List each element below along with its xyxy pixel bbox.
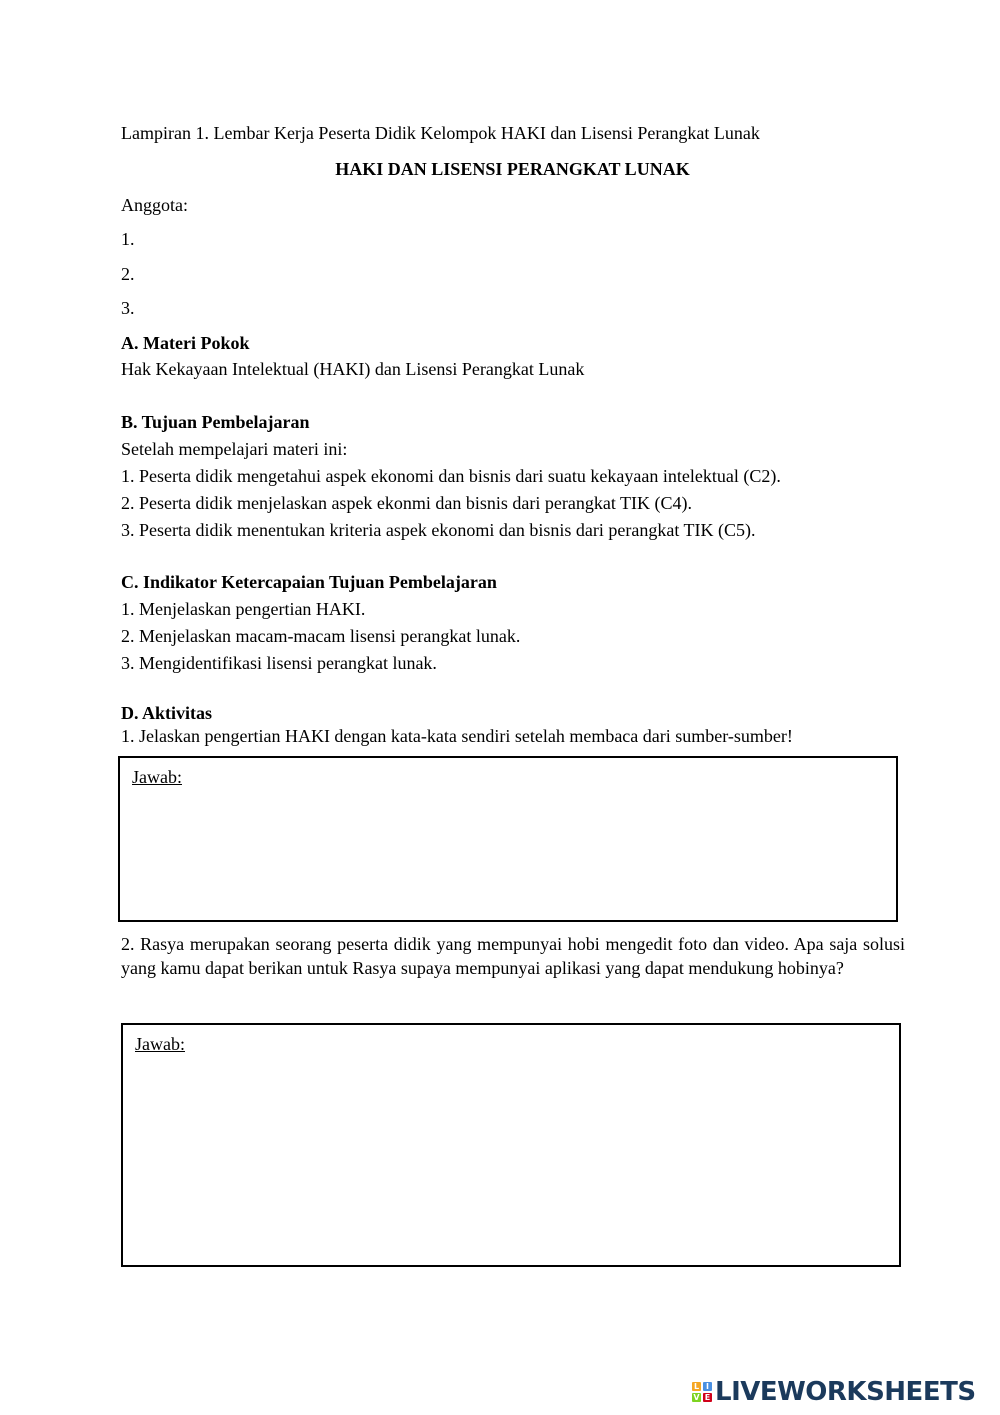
answer-input-2[interactable]	[135, 1061, 887, 1255]
answer-label: Jawab:	[135, 1034, 185, 1054]
section-d-heading: D. Aktivitas	[121, 703, 213, 723]
member-number: 3.	[121, 298, 135, 318]
indicator-item: 3. Mengidentifikasi lisensi perangkat lunak.	[121, 653, 437, 673]
answer-input-1[interactable]	[132, 794, 884, 910]
section-c-heading: C. Indikator Ketercapaian Tujuan Pembelajaran	[121, 572, 497, 592]
logo-mark-tile: E	[704, 1393, 711, 1402]
answer-box-2[interactable]	[121, 1023, 901, 1267]
objective-item: 2. Peserta didik menjelaskan aspek ekonmi dan bisnis dari perangkat TIK (C4).	[121, 493, 693, 513]
indicator-item: 1. Menjelaskan pengertian HAKI.	[121, 599, 366, 619]
logo-mark-icon	[692, 1382, 712, 1402]
objective-item: 1. Peserta didik mengetahui aspek ekonomi dan bisnis dari suatu kekayaan intelektual (C2).	[121, 466, 781, 486]
logo-text: LIVEWORKSHEETS	[715, 1377, 976, 1407]
liveworksheets-logo	[692, 1377, 976, 1407]
answer-label: Jawab:	[132, 767, 182, 787]
section-a-heading: A. Materi Pokok	[121, 333, 250, 353]
logo-mark-tile: V	[693, 1393, 700, 1402]
section-b-heading: B. Tujuan Pembelajaran	[121, 412, 310, 432]
members-label: Anggota:	[121, 195, 188, 215]
member-number: 2.	[121, 264, 135, 284]
logo-mark-tile: I	[703, 1382, 712, 1391]
member-number: 1.	[121, 229, 135, 249]
section-a-text: Hak Kekayaan Intelektual (HAKI) dan Lisensi Perangkat Lunak	[121, 359, 585, 379]
question-1: 1. Jelaskan pengertian HAKI dengan kata-kata sendiri setelah membaca dari sumber-sumber!	[121, 726, 793, 746]
question-2: 2. Rasya merupakan seorang peserta didik yang mempunyai hobi mengedit foto dan video. Apa saja solusi yang kamu dapat berikan untuk Rasya supaya mempunyai aplikasi yang dapat mendukung hobinya?	[121, 934, 905, 978]
indicator-item: 2. Menjelaskan macam-macam lisensi perangkat lunak.	[121, 626, 521, 646]
page-title: HAKI DAN LISENSI PERANGKAT LUNAK	[335, 159, 690, 179]
section-b-intro: Setelah mempelajari materi ini:	[121, 439, 348, 459]
attachment-caption: Lampiran 1. Lembar Kerja Peserta Didik Kelompok HAKI dan Lisensi Perangkat Lunak	[121, 123, 760, 143]
objective-item: 3. Peserta didik menentukan kriteria aspek ekonomi dan bisnis dari perangkat TIK (C5).	[121, 520, 756, 540]
logo-mark-tile: L	[693, 1382, 700, 1391]
answer-box-1[interactable]	[118, 756, 898, 922]
